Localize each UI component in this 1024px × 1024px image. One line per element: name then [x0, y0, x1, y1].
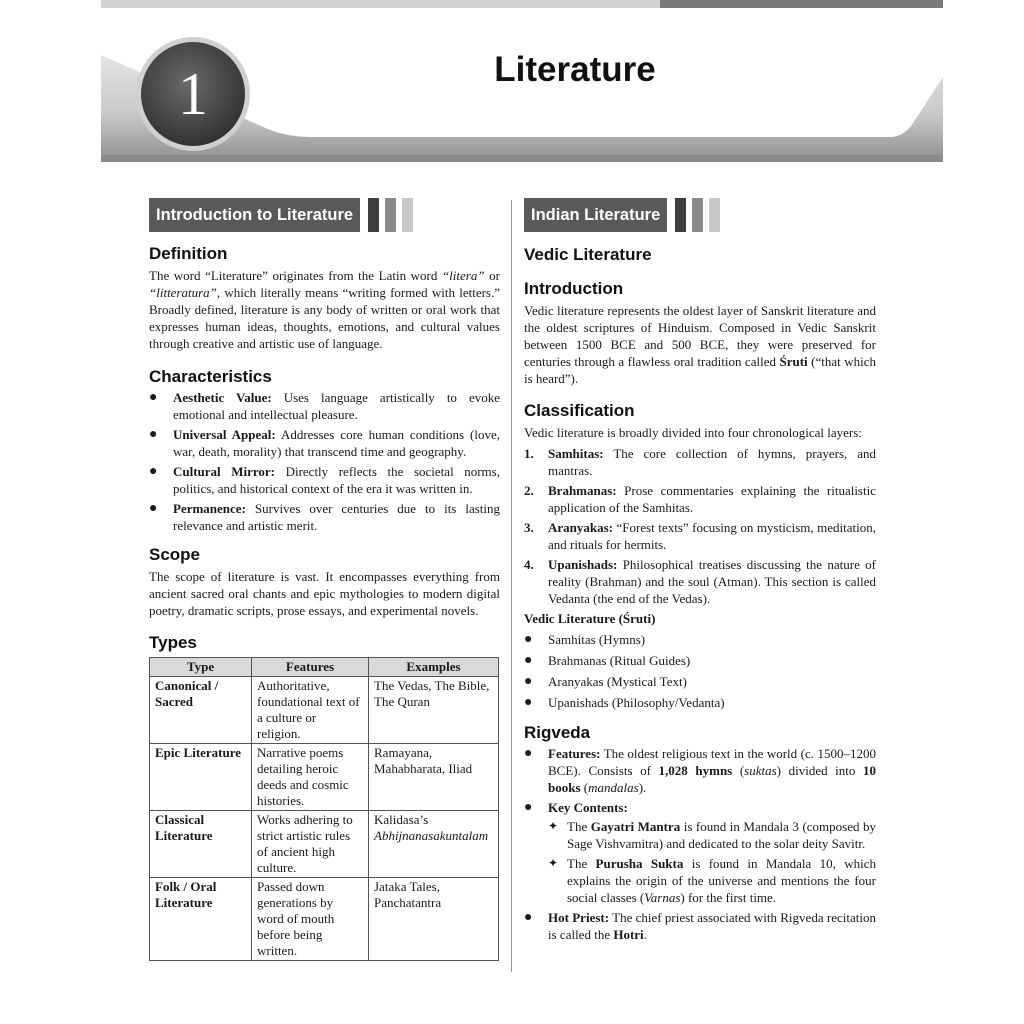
type-cell: Folk / Oral Literature	[150, 878, 252, 961]
examples-text: Kalidasa’s	[374, 812, 429, 827]
item-term: Key Contents:	[548, 800, 628, 815]
italic-term: mandalas	[588, 780, 639, 795]
italic-term: Varnas	[644, 890, 681, 905]
item-term: Brahmanas:	[548, 483, 617, 498]
characteristics-list	[149, 389, 500, 534]
list-item	[149, 426, 500, 460]
banner-stripe	[709, 198, 720, 232]
item-term: Features:	[548, 746, 601, 761]
item-text: (	[580, 780, 589, 795]
examples-text: The Vedas, The Bible, The Quran	[374, 678, 490, 709]
item-text: ) divided into	[776, 763, 863, 778]
examples-text: Jataka Tales, Panchatantra	[374, 879, 442, 910]
list-item	[149, 500, 500, 534]
bullet-icon: ●	[524, 800, 533, 815]
italic-term: suktas	[744, 763, 777, 778]
column-header: Examples	[369, 658, 499, 677]
classification-intro: Vedic literature is broadly divided into four chronological layers:	[524, 425, 862, 440]
definition-text	[149, 267, 500, 352]
introduction-heading: Introduction	[524, 279, 624, 298]
vedic-literature-list-title: Vedic Literature (Śruti)	[524, 611, 656, 626]
banner-stripe	[692, 198, 703, 232]
introduction-text	[524, 302, 876, 387]
item-term: Universal Appeal:	[173, 427, 276, 442]
rigveda-list	[524, 745, 876, 943]
examples-cell	[369, 744, 499, 811]
banner-stripe	[675, 198, 686, 232]
banner-stripe	[368, 198, 379, 232]
four-point-star-icon: ✦	[548, 819, 559, 833]
hymn-count: 1,028 hymns	[658, 763, 733, 778]
item-term: Aranyakas:	[548, 520, 614, 535]
item-text: (	[732, 763, 745, 778]
features-cell: Works adhering to strict artistic rules of ancient high culture.	[252, 811, 369, 878]
item-term: Permanence:	[173, 501, 246, 516]
examples-text: Ramayana, Mahabharata, Iliad	[374, 745, 473, 776]
list-item	[524, 694, 876, 711]
sub-list-item	[548, 818, 876, 852]
item-text: Aranyakas (Mystical Text)	[548, 674, 687, 689]
bullet-icon: ●	[524, 746, 533, 761]
types-table	[149, 657, 499, 961]
item-text: Brahmanas (Ritual Guides)	[548, 653, 691, 668]
item-term: Hot Priest:	[548, 910, 610, 925]
sub-list-item	[548, 855, 876, 906]
bullet-icon: ●	[524, 632, 533, 647]
examples-italic-title: Abhijnanasakuntalam	[374, 828, 489, 843]
table-row	[150, 744, 499, 811]
priest-name: Hotri	[613, 927, 644, 942]
item-term: Samhitas:	[548, 446, 604, 461]
item-text: Prose commentaries explaining the ritualistic application of the Samhitas.	[548, 483, 876, 515]
banner-stripe	[402, 198, 413, 232]
item-term: Upanishads:	[548, 557, 618, 572]
item-text: Philosophical treatises discussing the nature of reality (Brahman) and the soul (Atman). This section is called Vedanta (the end of the Vedas).	[548, 557, 876, 606]
item-number: 2.	[524, 483, 534, 498]
item-text: “Forest texts” focusing on mysticism, meditation, and rituals for hermits.	[548, 520, 876, 552]
item-text: .	[643, 927, 647, 942]
examples-cell	[369, 677, 499, 744]
list-item	[524, 673, 876, 690]
left-column	[149, 198, 500, 961]
item-text: The	[567, 819, 591, 834]
table-header-row	[150, 658, 499, 677]
list-item	[524, 445, 876, 479]
item-text: The chief priest associated with Rigveda recitation is called the	[548, 910, 876, 942]
list-item	[524, 556, 876, 607]
bullet-icon: ●	[524, 695, 533, 710]
list-item	[524, 652, 876, 669]
table-row	[150, 878, 499, 961]
type-cell: Classical Literature	[150, 811, 252, 878]
column-header: Type	[150, 658, 252, 677]
key-contents-list	[548, 818, 876, 906]
item-text: ) for the first time.	[680, 890, 777, 905]
definition-heading: Definition	[149, 244, 228, 263]
section-banner-introduction	[149, 198, 500, 234]
bullet-icon: ●	[524, 674, 533, 689]
bullet-icon: ●	[149, 501, 158, 516]
list-item	[524, 631, 876, 648]
definition-text-part: or	[484, 268, 500, 283]
characteristics-heading: Characteristics	[149, 367, 272, 386]
latin-term: “litera”	[441, 268, 485, 283]
item-term: Cultural Mirror:	[173, 464, 276, 479]
table-row	[150, 677, 499, 744]
list-item	[524, 519, 876, 553]
vedic-literature-heading: Vedic Literature	[524, 245, 652, 264]
list-item	[524, 745, 876, 796]
list-item	[149, 463, 500, 497]
item-text: The	[567, 856, 596, 871]
scope-text: The scope of literature is vast. It encompasses everything from ancient sacred oral chants and epic mythologies to modern digital poetry, dramatic scripts, prose essays, and experimental novels.	[149, 569, 500, 618]
four-point-star-icon: ✦	[548, 856, 559, 870]
item-text: The oldest religious text in the world (c. 1500–1200 BCE). Consists of	[548, 746, 876, 778]
section-banner-indian-literature	[524, 198, 876, 234]
bullet-icon: ●	[524, 653, 533, 668]
column-header: Features	[252, 658, 369, 677]
features-cell: Passed down generations by word of mouth before being written.	[252, 878, 369, 961]
item-number: 1.	[524, 446, 534, 461]
bullet-icon: ●	[149, 427, 158, 442]
type-cell: Canonical / Sacred	[150, 677, 252, 744]
chapter-title: Literature	[494, 50, 656, 89]
section-banner-label: Introduction to Literature	[149, 198, 360, 232]
scope-heading: Scope	[149, 545, 201, 564]
item-text: is found in Mandala 10, which explains the origin of the universe and mentions the four social classes (	[567, 856, 876, 905]
book-count: 10 books	[548, 763, 876, 795]
mantra-name: Gayatri Mantra	[590, 819, 681, 834]
features-cell: Narrative poems detailing heroic deeds and cosmic histories.	[252, 744, 369, 811]
item-text: is found in Mandala 3 (composed by Sage Vishvamitra) and dedicated to the solar deity Savitr.	[567, 819, 877, 851]
item-number: 3.	[524, 520, 534, 535]
item-number: 4.	[524, 557, 534, 572]
section-banner-label: Indian Literature	[524, 198, 667, 232]
definition-text-part: , which literally means “writing formed with letters.” Broadly defined, literature is any body of written or oral work that expresses human ideas, thoughts, emotions, and cultural values through creative and artistic use of language.	[149, 285, 500, 351]
item-text: The core collection of hymns, prayers, and mantras.	[548, 446, 876, 478]
list-item	[524, 482, 876, 516]
item-text: ).	[638, 780, 647, 795]
sruti-term: Śruti	[779, 354, 808, 369]
classification-list	[524, 445, 876, 607]
item-text: Addresses core human conditions (love, war, death, morality) that transcend time and geography.	[173, 427, 500, 459]
sukta-name: Purusha Sukta	[595, 856, 684, 871]
right-column	[524, 198, 876, 946]
type-cell: Epic Literature	[150, 744, 252, 811]
list-item	[524, 799, 876, 906]
item-text: Directly reflects the societal norms, politics, and historical context of the era it was written in.	[173, 464, 500, 496]
latin-term: “litteratura”	[149, 285, 217, 300]
table-row	[150, 811, 499, 878]
item-text: Uses language artistically to evoke emotional and intellectual pleasure.	[173, 390, 500, 422]
introduction-text-part: Vedic literature represents the oldest layer of Sanskrit literature and the oldest scriptures of Hinduism. Composed in Vedic Sanskrit between 1500 BCE and 500 BCE, they were preserved for centuries through a flawless oral tradition called	[524, 303, 876, 369]
bullet-icon: ●	[524, 910, 533, 925]
examples-cell	[369, 811, 499, 878]
definition-text-part: The word “Literature” originates from the Latin word	[149, 268, 442, 283]
list-item	[524, 909, 876, 943]
examples-cell	[369, 878, 499, 961]
item-text: Survives over centuries due to its lasting relevance and artistic merit.	[173, 501, 500, 533]
vedic-literature-list	[524, 631, 876, 711]
column-divider	[511, 200, 512, 972]
classification-heading: Classification	[524, 401, 635, 420]
item-term: Aesthetic Value:	[173, 390, 272, 405]
chapter-number: 1	[178, 61, 208, 127]
types-heading: Types	[149, 633, 197, 652]
item-text: Upanishads (Philosophy/Vedanta)	[548, 695, 725, 710]
rigveda-heading: Rigveda	[524, 723, 591, 742]
features-cell: Authoritative, foundational text of a culture or religion.	[252, 677, 369, 744]
introduction-text-part: (“that which is heard”).	[524, 354, 876, 386]
bullet-icon: ●	[149, 390, 158, 405]
list-item	[149, 389, 500, 423]
item-text: Samhitas (Hymns)	[548, 632, 646, 647]
bullet-icon: ●	[149, 464, 158, 479]
banner-stripe	[385, 198, 396, 232]
